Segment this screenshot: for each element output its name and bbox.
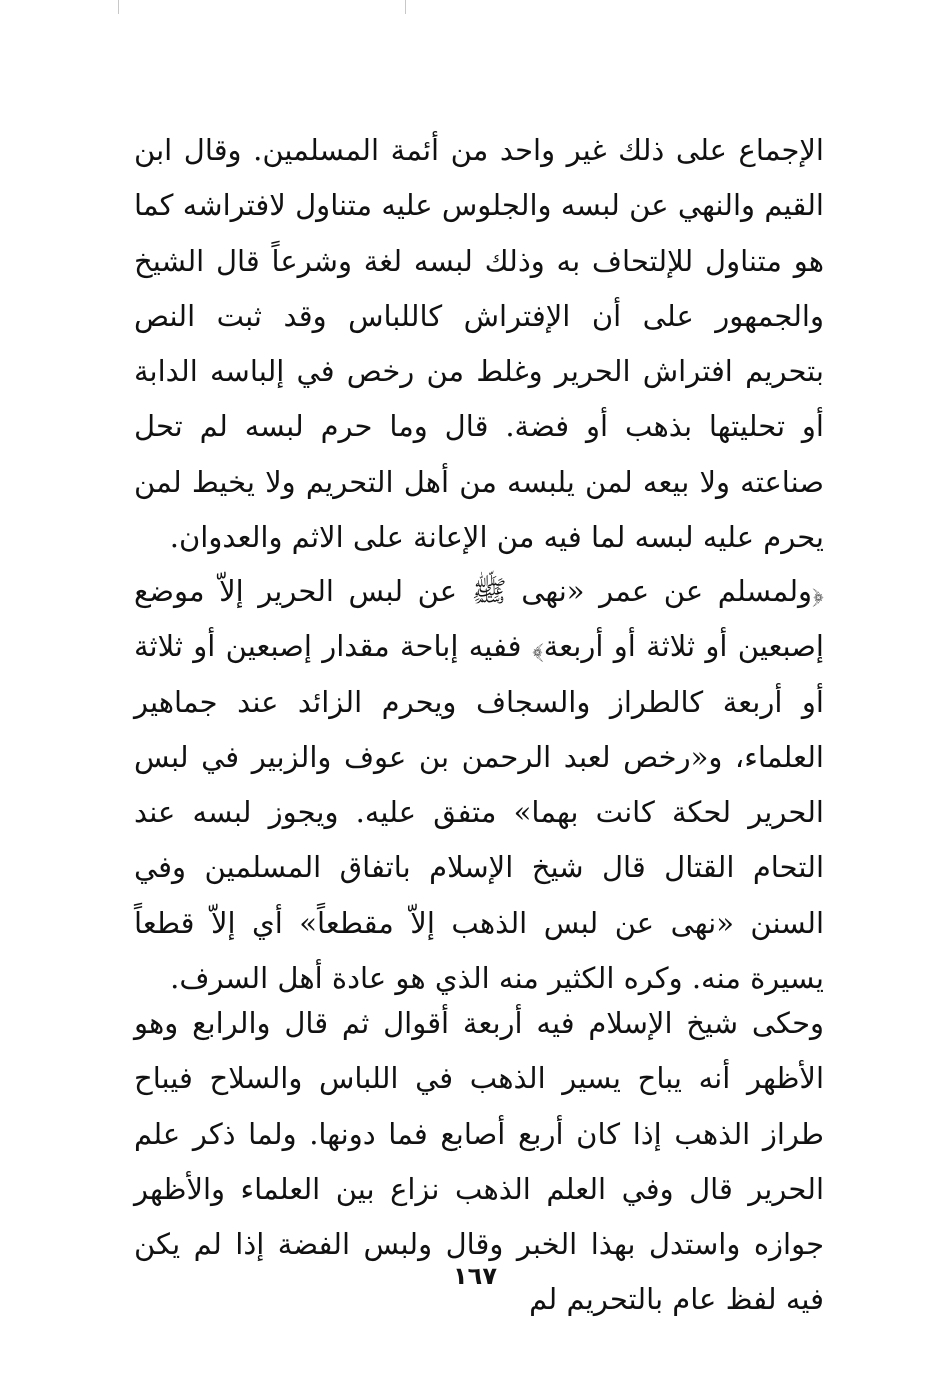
scan-edge-mark xyxy=(118,0,119,14)
scan-edge-mark xyxy=(405,0,406,14)
paragraph-text: وحكى شيخ الإسلام فيه أربعة أقوال ثم قال والرابع وهو الأظهر أنه يباح يسير الذهب في اللباس والسلاح فيباح طراز الذهب إذا كان أربع أصابع فما دونها. ولما ذكر علم الحرير قال وفي العلم الذهب نزاع بين العلماء والأظهر جوازه واستدل بهذا الخبر وقال ولبس الفضة إذا لم يكن فيه لفظ عام بالتحريم لم xyxy=(134,1006,824,1317)
paragraph-2 xyxy=(134,564,824,1006)
paragraph-1 xyxy=(134,123,824,565)
paragraph-text: ﴿ولمسلم عن عمر «نهى ﷺ عن لبس الحرير إلاّ موضع إصبعين أو ثلاثة أو أربعة﴾ ففيه إباحة مقدار إصبعين أو ثلاثة أو أربعة كالطراز والسجاف ويحرم الزائد عند جماهير العلماء، و«رخص لعبد الرحمن بن عوف والزبير في لبس الحرير لحكة كانت بهما» متفق عليه. ويجوز لبسه عند التحام القتال قال شيخ الإسلام باتفاق المسلمين وفي السنن «نهى عن لبس الذهب إلاّ مقطعاً» أي إلاّ قطعاً يسيرة منه. وكره الكثير منه الذي هو عادة أهل السرف. xyxy=(134,574,824,996)
paragraph-text: الإجماع على ذلك غير واحد من أئمة المسلمين. وقال ابن القيم والنهي عن لبسه والجلوس عليه متناول لافتراشه كما هو متناول للإلتحاف به وذلك لبسه لغة وشرعاً قال الشيخ والجمهور على أن الإفتراش كاللباس وقد ثبت النص بتحريم افتراش الحرير وغلط من رخص في إلباسه الدابة أو تحليتها بذهب أو فضة. قال وما حرم لبسه لم تحل صناعته ولا بيعه لمن يلبسه من أهل التحريم ولا يخيط لمن يحرم عليه لبسه لما فيه من الإعانة على الاثم والعدوان. xyxy=(134,133,824,555)
page-number: ١٦٧ xyxy=(453,1262,497,1290)
